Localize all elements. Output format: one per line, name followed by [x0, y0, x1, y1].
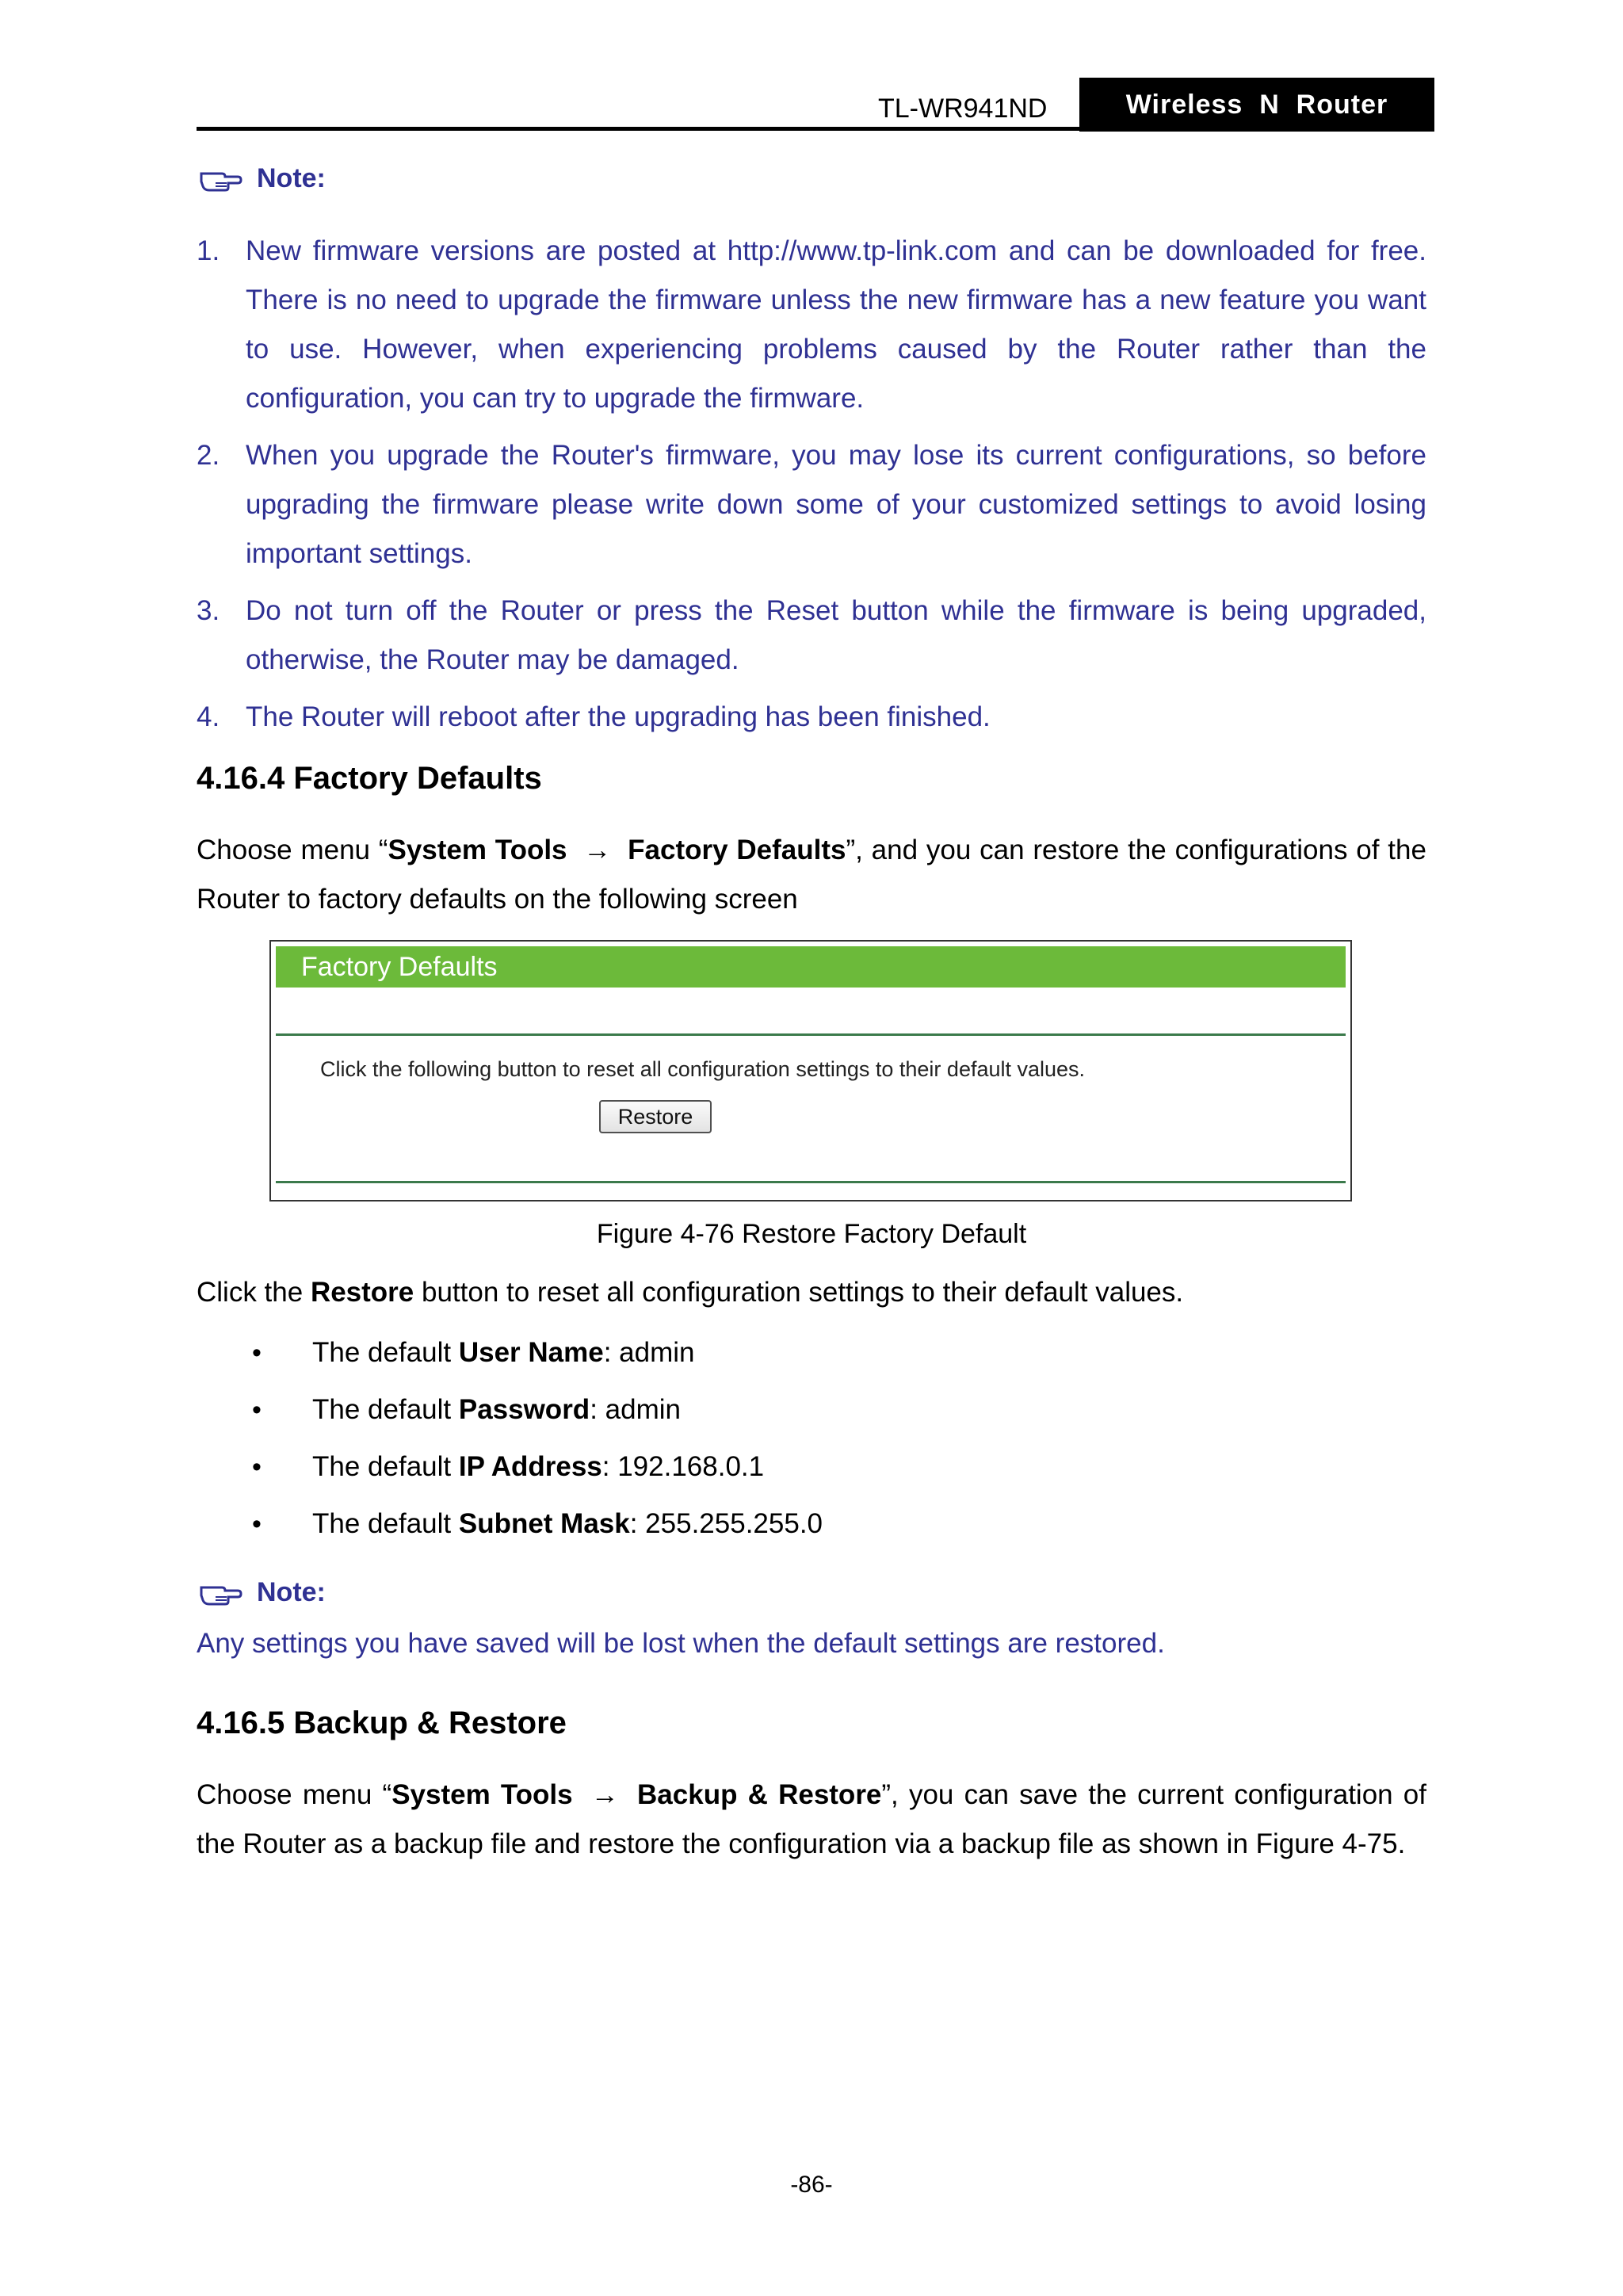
list-item: 3. Do not turn off the Router or press the Reset button while the firmware is being upgraded, otherwise, the Router may be damaged. [197, 595, 1426, 675]
list-item: • The default Password: admin [252, 1385, 1361, 1442]
note-heading [198, 1577, 326, 1608]
list-item: 4. The Router will reboot after the upgrading has been finished. [197, 701, 991, 732]
factory-intro-paragraph: Choose menu “System Tools → Factory Defaults”, and you can restore the configurations of the Router to factory defaults on the following screen [197, 835, 1426, 915]
note-heading [198, 163, 326, 194]
list-item: • The default Subnet Mask: 255.255.255.0 [252, 1499, 1361, 1557]
figure-caption: Figure 4-76 Restore Factory Default [596, 1219, 1027, 1249]
header-model: TL-WR941ND [878, 94, 1048, 124]
restore-paragraph: Click the Restore button to reset all configuration settings to their default values. [197, 1277, 1184, 1308]
list-item: 1. New firmware versions are posted at http://www.tp-link.com and can be downloaded for free. There is no need to upgrade the firmware unless the new firmware has a new feature you want to use. However, when experiencing problems caused by the Router rather than the configuration, you can try to upgrade the firmware. [197, 235, 1426, 414]
section-heading-factory-defaults: 4.16.4 Factory Defaults [197, 761, 542, 796]
note-label: Note: [257, 1577, 326, 1607]
pointing-hand-icon [198, 166, 242, 193]
panel-instruction: Click the following button to reset all configuration settings to their default values. [320, 1057, 1086, 1081]
section-heading-backup-restore: 4.16.5 Backup & Restore [197, 1706, 567, 1740]
note-text: Any settings you have saved will be lost when the default settings are restored. [197, 1628, 1165, 1659]
note-label: Note: [257, 163, 326, 193]
factory-defaults-screenshot [269, 940, 1352, 1201]
list-item: 2. When you upgrade the Router's firmware, you may lose its current configurations, so before upgrading the firmware please write down some of your customized settings to avoid losing important settings. [197, 440, 1426, 569]
page-number: -86- [790, 2172, 833, 2198]
restore-button[interactable]: Restore [599, 1100, 712, 1133]
divider [276, 1033, 1346, 1036]
list-item: • The default IP Address: 192.168.0.1 [252, 1442, 1361, 1499]
panel-title-bar: Factory Defaults [276, 946, 1346, 988]
arrow-icon: → [583, 835, 612, 865]
backup-intro-paragraph: Choose menu “System Tools → Backup & Restore”, you can save the current configuration of the Router as a backup file and restore the configuration via a backup file as shown in Figure 4-75. [197, 1779, 1426, 1859]
note-list [197, 227, 1426, 750]
list-item: • The default User Name: admin [252, 1328, 1361, 1385]
defaults-list [252, 1328, 1361, 1557]
header-product-badge: Wireless N Router [1079, 78, 1434, 132]
header-rule [197, 127, 1434, 131]
pointing-hand-icon [198, 1580, 242, 1606]
divider [276, 1181, 1346, 1183]
arrow-icon: → [590, 1779, 619, 1810]
